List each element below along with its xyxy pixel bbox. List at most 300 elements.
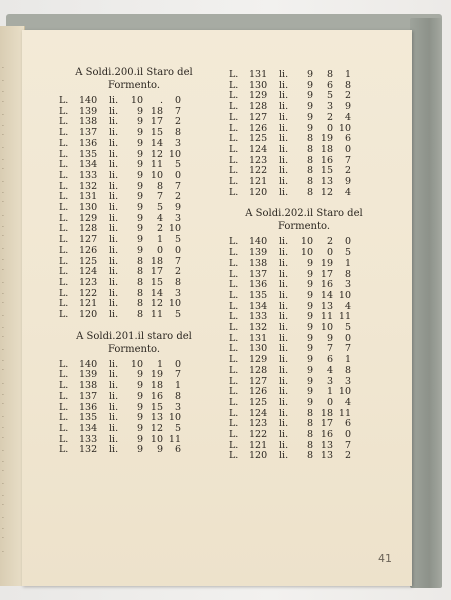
- currency-label: L.: [59, 169, 69, 181]
- soldi-value: 0: [326, 122, 333, 134]
- margin-mark: .: [2, 177, 4, 184]
- lire-value: 8: [136, 266, 143, 278]
- lira-label: li.: [109, 412, 119, 424]
- lire-value: 8: [306, 143, 313, 155]
- lira-label: li.: [109, 234, 119, 246]
- soldi-value: 3: [326, 101, 333, 113]
- denari-value: 8: [344, 364, 351, 376]
- lira-label: li.: [109, 444, 119, 456]
- quantity-value: 131: [249, 69, 268, 80]
- ledger-row: [59, 202, 209, 213]
- lire-value: 9: [306, 332, 313, 344]
- soldi-value: 17: [150, 266, 163, 278]
- lire-value: 9: [136, 169, 143, 181]
- ledger-row: [229, 69, 379, 80]
- lire-value: 8: [136, 287, 143, 299]
- currency-label: L.: [229, 79, 239, 91]
- soldi-value: 12: [150, 298, 163, 310]
- soldi-value: 15: [320, 165, 333, 177]
- denari-value: 8: [344, 79, 351, 91]
- margin-mark: ·: [2, 501, 4, 509]
- currency-label: L.: [59, 116, 69, 128]
- ledger-row: [229, 176, 379, 187]
- lire-value: 9: [306, 289, 313, 301]
- lira-label: li.: [279, 375, 289, 387]
- currency-label: L.: [229, 257, 239, 269]
- currency-label: L.: [59, 191, 69, 203]
- quantity-value: 130: [79, 202, 98, 213]
- lira-label: li.: [279, 257, 289, 269]
- denari-value: 1: [344, 354, 351, 366]
- denari-value: 3: [174, 401, 181, 413]
- lire-value: 8: [306, 429, 313, 440]
- denari-value: 10: [168, 148, 181, 160]
- lira-label: li.: [279, 69, 289, 80]
- margin-mark: ·: [2, 65, 4, 72]
- currency-label: L.: [229, 311, 239, 323]
- lira-label: li.: [279, 364, 289, 376]
- lire-value: 9: [136, 127, 143, 139]
- ledger-row: [59, 95, 209, 106]
- lira-label: li.: [279, 186, 289, 198]
- folio-number: 41: [378, 552, 392, 565]
- margin-mark: .: [2, 423, 4, 431]
- lire-value: 10: [130, 358, 143, 370]
- currency-label: L.: [59, 412, 69, 424]
- margin-mark: ·: [2, 367, 4, 375]
- ledger-row: [229, 101, 379, 112]
- soldi-value: 2: [326, 111, 333, 123]
- lire-value: 10: [130, 95, 143, 106]
- quantity-value: 122: [249, 165, 268, 177]
- ledger-row: [229, 133, 379, 144]
- lire-value: 9: [136, 137, 143, 149]
- lira-label: li.: [279, 311, 289, 323]
- currency-label: L.: [59, 444, 69, 456]
- soldi-value: 18: [150, 105, 163, 117]
- denari-value: 0: [174, 169, 181, 181]
- lire-value: 8: [136, 309, 143, 320]
- soldi-value: 8: [326, 69, 333, 80]
- lire-value: 8: [306, 418, 313, 430]
- quantity-value: 139: [79, 369, 98, 381]
- soldi-value: 11: [150, 309, 163, 320]
- lire-value: 9: [136, 180, 143, 192]
- denari-value: 0: [174, 358, 181, 370]
- margin-mark: ·: [2, 300, 4, 308]
- currency-label: L.: [229, 268, 239, 280]
- margin-mark: ·: [2, 266, 4, 274]
- denari-value: 11: [338, 311, 351, 323]
- soldi-value: 19: [150, 369, 163, 381]
- quantity-value: 134: [79, 159, 98, 171]
- lira-label: li.: [109, 180, 119, 192]
- lire-value: 9: [306, 101, 313, 113]
- soldi-value: 17: [320, 268, 333, 280]
- lira-label: li.: [109, 401, 119, 413]
- ledger-row: [59, 266, 209, 277]
- denari-value: 11: [338, 407, 351, 419]
- ledger-row: [59, 434, 209, 445]
- denari-value: 5: [174, 234, 181, 246]
- soldi-value: 2: [326, 236, 333, 248]
- margin-mark: .: [2, 188, 4, 196]
- currency-label: L.: [229, 450, 239, 462]
- quantity-value: 136: [79, 137, 98, 149]
- ledger-row: [229, 144, 379, 155]
- soldi-value: 12: [150, 148, 163, 160]
- quantity-value: 130: [249, 343, 268, 355]
- soldi-value: 16: [150, 390, 163, 402]
- lire-value: 9: [136, 244, 143, 256]
- lira-label: li.: [109, 287, 119, 299]
- lira-label: li.: [279, 386, 289, 398]
- quantity-value: 120: [249, 450, 268, 462]
- soldi-value: 10: [320, 322, 333, 333]
- ledger-row: [59, 412, 209, 423]
- currency-label: L.: [59, 244, 69, 256]
- margin-mark: .: [2, 412, 4, 420]
- ledger-row: [59, 116, 209, 127]
- ledger-row: [59, 423, 209, 434]
- currency-label: L.: [229, 279, 239, 291]
- quantity-value: 123: [249, 418, 268, 430]
- lire-value: 9: [136, 191, 143, 203]
- lire-value: 8: [306, 439, 313, 451]
- lira-label: li.: [109, 223, 119, 235]
- lire-value: 9: [306, 375, 313, 387]
- currency-label: L.: [59, 358, 69, 370]
- margin-mark: .: [2, 457, 4, 464]
- currency-label: L.: [229, 176, 239, 187]
- soldi-value: 16: [320, 429, 333, 440]
- denari-value: 10: [168, 298, 181, 310]
- currency-label: L.: [229, 69, 239, 80]
- margin-mark: .: [2, 154, 4, 162]
- ledger-row: [59, 245, 209, 256]
- quantity-value: 122: [79, 287, 98, 299]
- lire-value: 9: [136, 412, 143, 424]
- soldi-value: 3: [326, 375, 333, 387]
- currency-label: L.: [59, 212, 69, 224]
- soldi-value: 18: [150, 380, 163, 392]
- currency-label: L.: [229, 133, 239, 145]
- denari-value: 9: [344, 101, 351, 113]
- currency-label: L.: [59, 309, 69, 320]
- soldi-value: 13: [320, 450, 333, 462]
- lira-label: li.: [279, 429, 289, 440]
- lire-value: 9: [136, 433, 143, 445]
- lira-label: li.: [279, 418, 289, 430]
- currency-label: L.: [229, 354, 239, 366]
- currency-label: L.: [229, 364, 239, 376]
- lira-label: li.: [109, 148, 119, 160]
- lire-value: 9: [306, 311, 313, 323]
- currency-label: L.: [229, 289, 239, 301]
- currency-label: L.: [59, 127, 69, 139]
- denari-value: 9: [344, 176, 351, 187]
- denari-value: 5: [344, 322, 351, 333]
- lira-label: li.: [109, 380, 119, 392]
- denari-value: 2: [344, 450, 351, 462]
- currency-label: L.: [229, 343, 239, 355]
- denari-value: 2: [174, 266, 181, 278]
- denari-value: 8: [174, 276, 181, 288]
- lira-label: li.: [279, 300, 289, 312]
- margin-mark: .: [2, 109, 4, 117]
- soldi-value: 16: [320, 279, 333, 291]
- denari-value: 1: [344, 69, 351, 80]
- section-heading: A Soldi.201.il staro del: [76, 330, 192, 342]
- currency-label: L.: [59, 380, 69, 392]
- denari-value: 7: [174, 180, 181, 192]
- ledger-row: [229, 155, 379, 166]
- currency-label: L.: [229, 247, 239, 259]
- lira-label: li.: [109, 127, 119, 139]
- lira-label: li.: [109, 433, 119, 445]
- quantity-value: 121: [79, 298, 98, 310]
- lire-value: 8: [136, 276, 143, 288]
- lira-label: li.: [279, 332, 289, 344]
- ledger-row: [229, 397, 379, 408]
- lire-value: 9: [306, 322, 313, 333]
- margin-mark: .: [2, 389, 4, 397]
- lire-value: 8: [306, 450, 313, 462]
- soldi-value: 11: [320, 311, 333, 323]
- denari-value: 4: [344, 186, 351, 198]
- soldi-value: 16: [320, 154, 333, 166]
- soldi-value: 7: [156, 191, 163, 203]
- denari-value: 10: [338, 122, 351, 134]
- denari-value: 5: [174, 422, 181, 434]
- currency-label: L.: [229, 439, 239, 451]
- soldi-value: 19: [320, 257, 333, 269]
- margin-mark: .: [2, 445, 4, 453]
- lire-value: 9: [306, 111, 313, 123]
- ledger-row: [59, 391, 209, 402]
- denari-value: 9: [174, 202, 181, 213]
- margin-mark: .: [2, 524, 4, 532]
- lire-value: 9: [306, 79, 313, 91]
- quantity-value: 132: [79, 180, 98, 192]
- denari-value: 4: [344, 396, 351, 408]
- denari-value: 7: [344, 439, 351, 451]
- currency-label: L.: [59, 369, 69, 381]
- soldi-value: 17: [150, 116, 163, 128]
- ledger-row: [229, 290, 379, 301]
- lire-value: 8: [136, 255, 143, 267]
- quantity-value: 132: [79, 444, 98, 456]
- currency-label: L.: [59, 223, 69, 235]
- margin-mark: .: [2, 311, 4, 319]
- denari-value: 0: [344, 332, 351, 344]
- ledger-row: [59, 213, 209, 224]
- denari-value: 4: [344, 300, 351, 312]
- currency-label: L.: [229, 101, 239, 113]
- ledger-row: [59, 359, 209, 370]
- lire-value: 9: [306, 268, 313, 280]
- denari-value: 1: [344, 257, 351, 269]
- lire-value: 9: [136, 159, 143, 171]
- denari-value: 7: [344, 154, 351, 166]
- currency-label: L.: [229, 111, 239, 123]
- soldi-value: 15: [150, 276, 163, 288]
- ledger-row: [59, 369, 209, 380]
- ledger-row: [59, 170, 209, 181]
- section-heading: A Soldi.202.il Staro del: [245, 208, 363, 220]
- margin-mark: .: [2, 546, 4, 554]
- lira-label: li.: [109, 137, 119, 149]
- lira-label: li.: [109, 309, 119, 320]
- lire-value: 9: [136, 223, 143, 235]
- margin-mark: ·: [2, 132, 4, 140]
- soldi-value: 15: [150, 401, 163, 413]
- lira-label: li.: [279, 439, 289, 451]
- denari-value: 0: [344, 236, 351, 248]
- lire-value: 9: [306, 364, 313, 376]
- margin-mark: .: [2, 289, 4, 296]
- margin-mark: ·: [2, 401, 4, 408]
- quantity-value: 138: [79, 380, 98, 392]
- lire-value: 9: [136, 116, 143, 128]
- ledger-row: [229, 112, 379, 123]
- quantity-value: 133: [79, 433, 98, 445]
- ledger-row: [229, 343, 379, 354]
- lira-label: li.: [279, 165, 289, 177]
- denari-value: 5: [174, 159, 181, 171]
- denari-value: 5: [344, 247, 351, 259]
- lira-label: li.: [279, 79, 289, 91]
- margin-mark: ·: [2, 233, 4, 240]
- quantity-value: 126: [249, 122, 268, 134]
- currency-label: L.: [59, 266, 69, 278]
- soldi-value: 17: [320, 418, 333, 430]
- quantity-value: 138: [249, 257, 268, 269]
- lira-label: li.: [109, 105, 119, 117]
- lira-label: li.: [109, 266, 119, 278]
- ledger-row: [229, 440, 379, 451]
- soldi-value: 1: [156, 358, 163, 370]
- lira-label: li.: [109, 116, 119, 128]
- denari-value: 6: [174, 444, 181, 456]
- quantity-value: 137: [249, 268, 268, 280]
- ledger-row: [59, 298, 209, 309]
- lira-label: li.: [279, 122, 289, 134]
- lire-value: 9: [306, 69, 313, 80]
- quantity-value: 129: [249, 90, 268, 102]
- currency-label: L.: [59, 148, 69, 160]
- ledger-row: [59, 138, 209, 149]
- soldi-value: 13: [150, 412, 163, 424]
- ledger-row: [59, 402, 209, 413]
- quantity-value: 129: [249, 354, 268, 366]
- lire-value: 9: [136, 202, 143, 213]
- soldi-value: 6: [326, 354, 333, 366]
- lira-label: li.: [109, 255, 119, 267]
- ledger-row: [59, 127, 209, 138]
- currency-label: L.: [229, 154, 239, 166]
- soldi-value: 0: [326, 247, 333, 259]
- currency-label: L.: [229, 332, 239, 344]
- margin-mark: .: [2, 479, 4, 487]
- lire-value: 9: [136, 390, 143, 402]
- lire-value: 8: [306, 186, 313, 198]
- soldi-value: 14: [320, 289, 333, 301]
- margin-mark: ·: [2, 434, 4, 442]
- soldi-value: 12: [320, 186, 333, 198]
- ledger-row: [229, 258, 379, 269]
- lira-label: li.: [109, 298, 119, 310]
- lira-label: li.: [279, 236, 289, 248]
- lira-label: li.: [279, 143, 289, 155]
- currency-label: L.: [229, 407, 239, 419]
- soldi-value: 14: [150, 137, 163, 149]
- ledger-row: [229, 269, 379, 280]
- quantity-value: 128: [249, 364, 268, 376]
- ledger-row: [59, 288, 209, 299]
- denari-value: 8: [174, 127, 181, 139]
- quantity-value: 129: [79, 212, 98, 224]
- ledger-row: [59, 149, 209, 160]
- denari-value: 7: [174, 255, 181, 267]
- currency-label: L.: [59, 159, 69, 171]
- quantity-value: 140: [249, 236, 268, 248]
- currency-label: L.: [59, 234, 69, 246]
- currency-label: L.: [229, 322, 239, 333]
- soldi-value: 12: [150, 422, 163, 434]
- section-heading: Formento.: [107, 343, 161, 355]
- lira-label: li.: [109, 276, 119, 288]
- margin-mark: .: [2, 490, 4, 498]
- lire-value: 10: [300, 236, 313, 248]
- currency-label: L.: [229, 90, 239, 102]
- lire-value: 9: [306, 279, 313, 291]
- currency-label: L.: [59, 287, 69, 299]
- soldi-value: 10: [150, 433, 163, 445]
- lire-value: 9: [306, 257, 313, 269]
- lire-value: 10: [300, 247, 313, 259]
- margin-mark: .: [2, 255, 4, 263]
- lire-value: 9: [306, 386, 313, 398]
- soldi-value: 15: [150, 127, 163, 139]
- quantity-value: 124: [249, 143, 268, 155]
- quantity-value: 128: [79, 223, 98, 235]
- soldi-value: 10: [150, 169, 163, 181]
- lire-value: 9: [136, 422, 143, 434]
- currency-label: L.: [59, 422, 69, 434]
- quantity-value: 120: [79, 309, 98, 320]
- ledger-row: [229, 386, 379, 397]
- binding-cover-edge: [410, 18, 442, 588]
- margin-mark: .: [2, 244, 4, 252]
- quantity-value: 131: [249, 332, 268, 344]
- ledger-row: [229, 354, 379, 365]
- quantity-value: 137: [79, 390, 98, 402]
- denari-value: 3: [344, 279, 351, 291]
- lira-label: li.: [109, 159, 119, 171]
- quantity-value: 133: [249, 311, 268, 323]
- currency-label: L.: [229, 429, 239, 440]
- ledger-row: [229, 311, 379, 322]
- lira-label: li.: [279, 289, 289, 301]
- denari-value: 2: [344, 165, 351, 177]
- soldi-value: 0: [326, 396, 333, 408]
- lira-label: li.: [279, 247, 289, 259]
- quantity-value: 132: [249, 322, 268, 333]
- lire-value: 9: [136, 212, 143, 224]
- lira-label: li.: [279, 450, 289, 462]
- soldi-value: 8: [156, 180, 163, 192]
